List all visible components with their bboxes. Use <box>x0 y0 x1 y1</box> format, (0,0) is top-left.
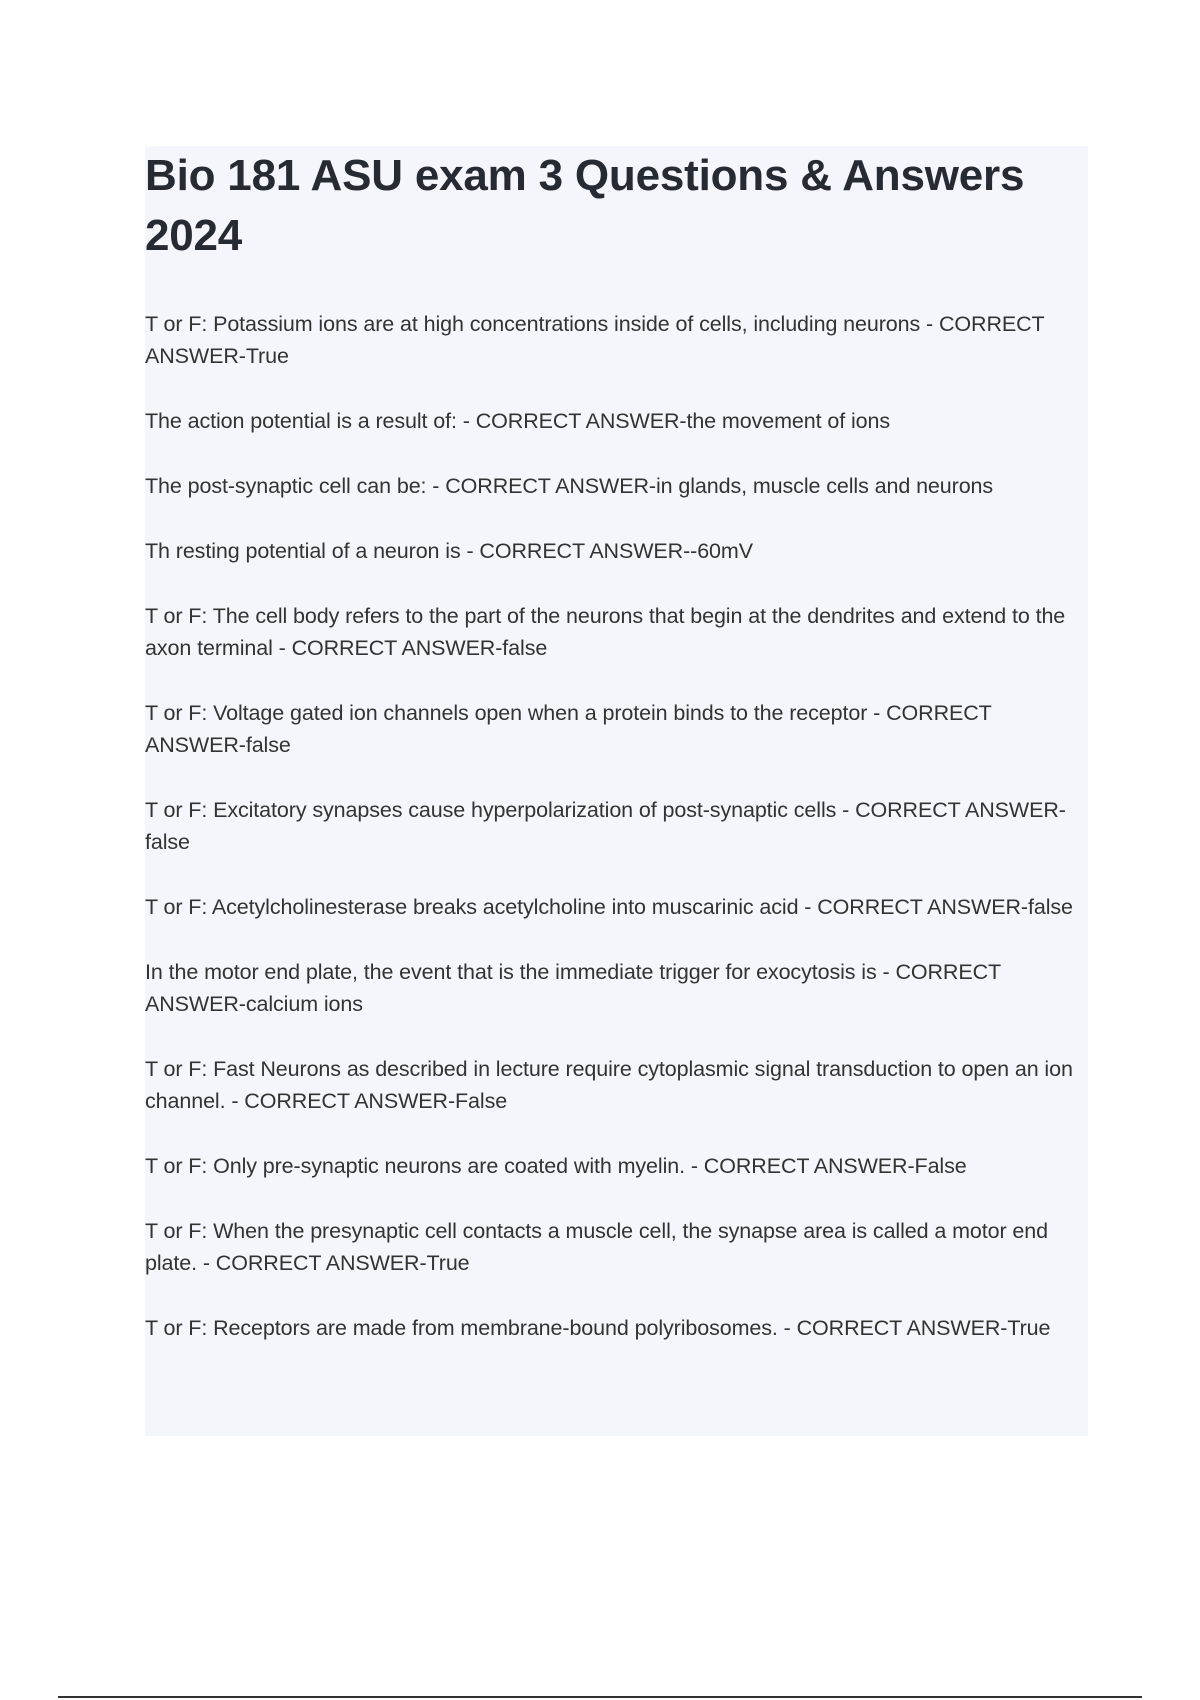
qa-item-10: T or F: Fast Neurons as described in lecture require cytoplasmic signal transduction to open an ion channel. - CORRECT ANSWER-False <box>145 1057 1073 1113</box>
qa-item-12: T or F: When the presynaptic cell contacts a muscle cell, the synapse area is called a motor end plate. - CORRECT ANSWER-True <box>145 1219 1048 1275</box>
qa-item-4: Th resting potential of a neuron is - CORRECT ANSWER--60mV <box>145 539 753 563</box>
qa-item-9: In the motor end plate, the event that is the immediate trigger for exocytosis is - CORRECT ANSWER-calcium ions <box>145 960 1001 1016</box>
qa-item-3: The post-synaptic cell can be: - CORRECT ANSWER-in glands, muscle cells and neurons <box>145 474 994 498</box>
qa-list <box>145 308 1088 1377</box>
qa-item-13: T or F: Receptors are made from membrane-bound polyribosomes. - CORRECT ANSWER-True <box>145 1316 1051 1340</box>
qa-item-7: T or F: Excitatory synapses cause hyperpolarization of post-synaptic cells - CORRECT ANSWER-false <box>145 798 1066 854</box>
document-title: Bio 181 ASU exam 3 Questions & Answers 2024 <box>145 151 1025 260</box>
footer-divider <box>58 1696 1142 1698</box>
qa-item-11: T or F: Only pre-synaptic neurons are coated with myelin. - CORRECT ANSWER-False <box>145 1154 967 1178</box>
qa-item-1: T or F: Potassium ions are at high concentrations inside of cells, including neurons - CORRECT ANSWER-True <box>145 312 1045 368</box>
qa-item-5: T or F: The cell body refers to the part of the neurons that begin at the dendrites and extend to the axon terminal - CORRECT ANSWER-false <box>145 604 1066 660</box>
qa-item-2: The action potential is a result of: - CORRECT ANSWER-the movement of ions <box>145 409 890 433</box>
content-block <box>145 146 1088 1436</box>
qa-item-6: T or F: Voltage gated ion channels open when a protein binds to the receptor - CORRECT ANSWER-false <box>145 701 992 757</box>
qa-item-8: T or F: Acetylcholinesterase breaks acetylcholine into muscarinic acid - CORRECT ANSWER-false <box>145 895 1073 919</box>
